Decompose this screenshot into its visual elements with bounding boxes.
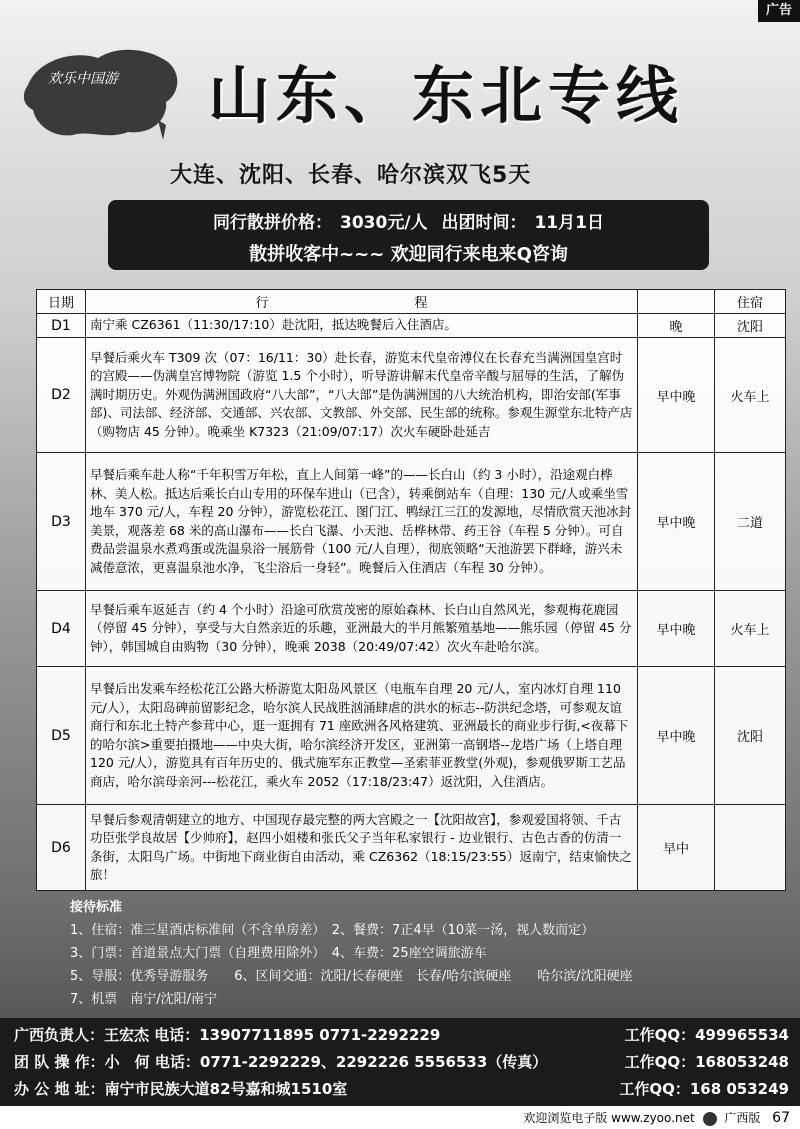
page-footer [0, 1106, 800, 1129]
row-meal: 早中晚 [638, 338, 715, 453]
row-day: D2 [37, 338, 86, 453]
header-itinerary: 行 程 [86, 290, 638, 314]
contact-row [14, 1051, 789, 1072]
standards-item: 3、门票：首道景点大门票（自理费用除外） 4、车费：25座空调旅游车 [70, 946, 487, 961]
standards-title: 接待标准 [70, 900, 123, 915]
row-meal: 晚 [638, 314, 715, 338]
footer-text-group [523, 1109, 790, 1126]
standards-item: 1、住宿：准三星酒店标准间（不含单房差） 2、餐费：7正4早（10菜一汤，视人数而定） [70, 923, 595, 938]
row-day: D6 [37, 805, 86, 891]
row-desc: 早餐后出发乘车经松花江公路大桥游览太阳岛风景区（电瓶车自理 20 元/人，室内冰灯自理 110 元/人），太阳岛碑前留影纪念，哈尔滨人民战胜汹涌肆虐的洪水的标志--防洪纪念塔，可参观友谊商行和东北土特产参茸中心，逛一逛拥有 71 座欧洲各风格建筑、亚洲最长的商业步行街,<夜幕下的哈尔滨>重要拍摄地——中央大街，哈尔滨经济开发区，亚洲第一高钢塔--龙塔广场（上塔自理 120 元/人），游览具有百年历史的、俄式施军东正教堂—圣索菲亚教堂(外观)，参观俄罗斯工艺品商店，哈尔滨母亲河---松花江，乘火车 2052（17:18/23:47）返沈阳，入住酒店。 [86, 667, 638, 805]
price-line [108, 208, 709, 233]
row-stay: 沈阳 [715, 667, 786, 805]
table-row [37, 453, 786, 591]
footer-url-text: 欢迎浏览电子版 www.zyoo.net [523, 1111, 695, 1125]
service-standards [70, 896, 760, 1011]
map-label: 欢乐中国游 [48, 71, 118, 87]
footer-brand: 广西版 [724, 1111, 761, 1125]
table-row [37, 338, 786, 453]
table-row [37, 314, 786, 338]
contact-row [14, 1024, 789, 1045]
page-title: 山东、东北专线 [208, 59, 685, 132]
header-stay: 住宿 [715, 290, 786, 314]
row-stay: 火车上 [715, 338, 786, 453]
contact-panel [0, 1018, 800, 1106]
contact-qq: 工作QQ：168053248 [624, 1053, 789, 1071]
row-day: D5 [37, 667, 86, 805]
ad-tag: 广告 [758, 0, 800, 22]
row-desc: 早餐后参观清朝建立的地方、中国现存最完整的两大宫殿之一【沈阳故宫】，参观爱国将领、千古功臣张学良故居【少帅府】，赵四小姐楼和张氏父子当年私家银行 - 边业银行、古色古香的仿清一条街，太阳鸟广场。中街地下商业街自由活动，乘 CZ6362（18:15/23:55）返南宁，结束愉快之旅！ [86, 805, 638, 891]
row-stay: 二道 [715, 453, 786, 591]
standards-item: 5、导服：优秀导游服务 6、区间交通：沈阳/长春硬座 长春/哈尔滨硬座 哈尔滨/沈阳硬座 [70, 969, 633, 984]
contact-row [14, 1078, 789, 1099]
china-map-icon [18, 40, 188, 145]
promo-line: 散拼收客中~~~ 欢迎同行来电来Q咨询 [249, 244, 568, 265]
departure-date: 11月1日 [534, 213, 604, 233]
brand-logo-icon [703, 1112, 717, 1126]
header-date: 日期 [37, 290, 86, 314]
standards-item: 7、机票 南宁/沈阳/南宁 [70, 992, 218, 1007]
row-meal: 早中晚 [638, 667, 715, 805]
price-value: 3030元/人 [340, 213, 428, 233]
row-day: D4 [37, 591, 86, 667]
table-row [37, 667, 786, 805]
row-stay: 沈阳 [715, 314, 786, 338]
contact-qq: 工作QQ：168 053249 [619, 1080, 789, 1098]
row-desc: 南宁乘 CZ6361（11:30/17:10）赴沈阳，抵达晚餐后入住酒店。 [86, 314, 638, 338]
price-label: 同行散拼价格： [213, 213, 333, 233]
page-number: 67 [772, 1110, 790, 1126]
row-desc: 早餐后乘火车 T309 次（07：16/11：30）赴长春，游览末代皇帝溥仪在长春充当满洲国皇宫时的宫殿——伪满皇宫博物院（游览 1.5 个小时），听导游讲解末代皇帝辛酸与屈辱的生活，了解伪满时期历史。外观伪满洲国政府“八大部”，“八大部”是伪满洲国的八大统治机构，即治安部(军事部)、司法部、经济部、交通部、兴农部、文教部、外交部、民生部的统称。参观生源堂东北特产店（购物店 45 分钟）。晚乘坐 K7323（21:09/07:17）次火车硬卧赴延吉 [86, 338, 638, 453]
contact-qq: 工作QQ：499965534 [624, 1026, 789, 1044]
departure-label: 出团时间： [441, 213, 527, 233]
row-meal: 早中晚 [638, 591, 715, 667]
row-day: D3 [37, 453, 86, 591]
table-header-row [37, 290, 786, 314]
itinerary-table [36, 289, 786, 891]
row-day: D1 [37, 314, 86, 338]
price-banner [108, 200, 709, 270]
row-desc: 早餐后乘车赴人称“千年积雪万年松，直上人间第一峰”的——长白山（约 3 小时），沿途观白桦林、美人松。抵达后乘长白山专用的环保车进山（已含），转乘倒站车（自理：130 元/人或乘坐雪地车 370 元/人，车程 20 分钟），游览松花江、图门江、鸭绿江三江的发源地，尽情欣赏天池冰封美景，观落差 68 米的高山瀑布——长白飞瀑、小天池、岳桦林带、药王谷（车程 5 分钟）。可自费品尝温泉水煮鸡蛋或洗温泉浴一展筋骨（100 元/人自理），彻底领略“天池游罢下群峰，游兴未减倦意浓，更喜温泉池水净，飞尘浴后一身轻”。晚餐后入住酒店（车程 30 分钟）。 [86, 453, 638, 591]
contact-info: 团 队 操 作：小 何 电话：0771-2292229、2292226 5556533（传真） [14, 1053, 548, 1071]
page-subtitle: 大连、沈阳、长春、哈尔滨双飞5天 [170, 163, 532, 188]
row-desc: 早餐后乘车返延吉（约 4 个小时）沿途可欣赏茂密的原始森林、长白山自然风光，参观梅花鹿园（停留 45 分钟），享受与大自然亲近的乐趣，亚洲最大的半月熊繁殖基地——熊乐园（停留 45 分钟），韩国城自由购物（30 分钟），晚乘 2038（20:49/07:42）次火车赴哈尔滨。 [86, 591, 638, 667]
contact-info: 办 公 地 址：南宁市民族大道82号嘉和城1510室 [14, 1080, 348, 1098]
table-row [37, 591, 786, 667]
row-meal: 早中 [638, 805, 715, 891]
row-stay [715, 805, 786, 891]
row-stay: 火车上 [715, 591, 786, 667]
header-meals [638, 290, 715, 314]
contact-info: 广西负责人：王宏杰 电话：13907711895 0771-2292229 [14, 1026, 441, 1044]
table-row [37, 805, 786, 891]
row-meal: 早中晚 [638, 453, 715, 591]
